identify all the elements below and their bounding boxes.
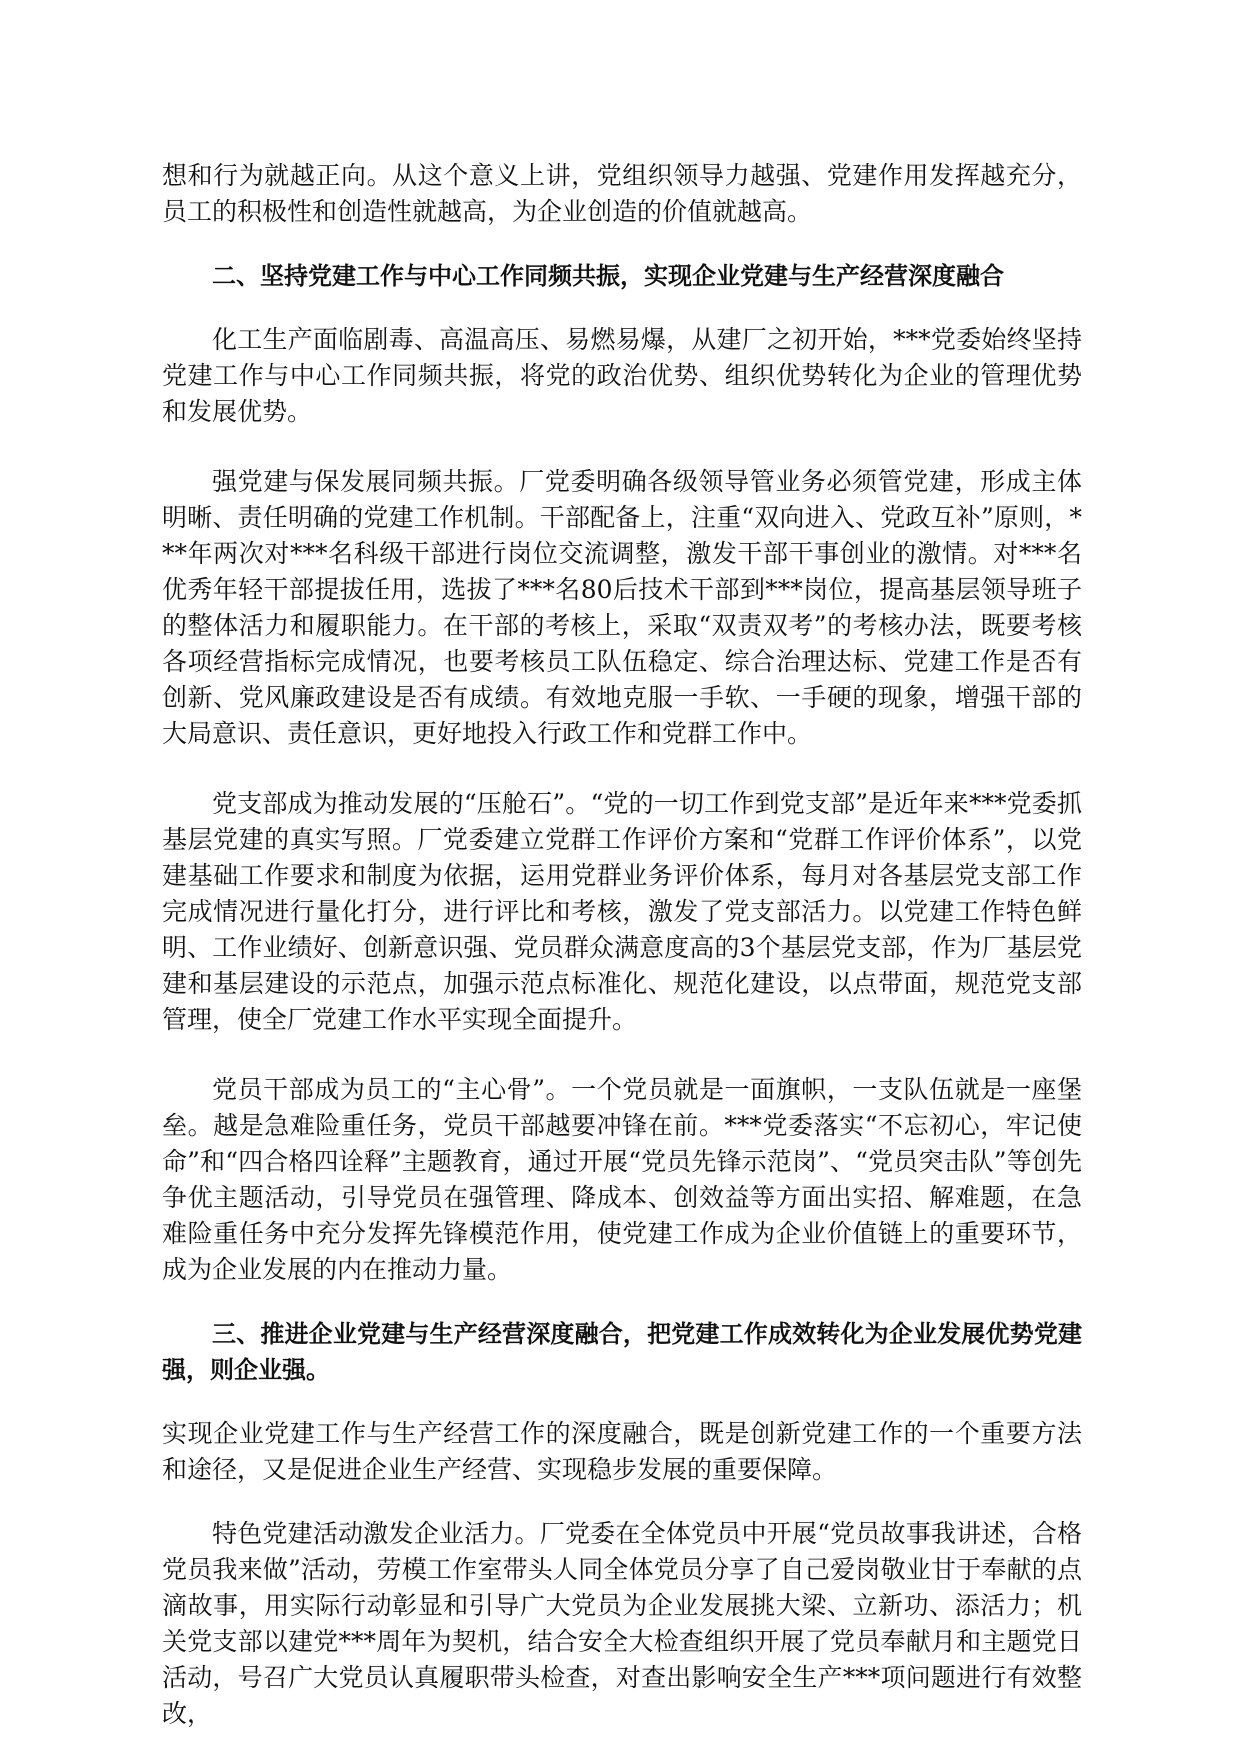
section-heading: 二、坚持党建工作与中心工作同频共振，实现企业党建与生产经营深度融合 [212, 262, 1004, 290]
spacer [162, 1488, 1082, 1516]
paragraph: 化工生产面临剧毒、高温高压、易燃易爆，从建厂之初开始，***党委始终坚持党建工作与中心工作同频共振，将党的政治优势、组织优势转化为企业的管理优势和发展优势。 [162, 325, 1082, 426]
spacer [162, 430, 1082, 464]
paragraph: 特色党建活动激发企业活力。厂党委在全体党员中开展“党员故事我讲述，合格党员我来做”活动，劳模工作室带头人同全体党员分享了自己爱岗敬业甘于奉献的点滴故事，用实际行动彰显和引导广大党员为企业发展挑大梁、立新功、添活力；机关党支部以建党***周年为契机，结合安全大检查组织开展了党员奉献月和主题党日活动，号召广大党员认真履职带头检查，对查出影响安全生产***项问题进行有效整改， [162, 1519, 1082, 1728]
paragraph: 想和行为就越正向。从这个意义上讲，党组织领导力越强、党建作用发挥越充分，员工的积极性和创造性就越高，为企业创造的价值就越高。 [162, 161, 1082, 226]
paragraph: 强党建与保发展同频共振。厂党委明确各级领导管业务必须管党建，形成主体明晰、责任明确的党建工作机制。干部配备上，注重“双向进入、党政互补”原则，***年两次对***名科级干部进行岗位交流调整，激发干部干事创业的激情。对***名优秀年轻干部提拔任用，选拔了***名80后技术干部到***岗位，提高基层领导班子的整体活力和履职能力。在干部的考核上，采取“双责双考”的考核办法，既要考核各项经营指标完成情况，也要考核员工队伍稳定、综合治理达标、党建工作是否有创新、党风廉政建设是否有成绩。有效地克服一手软、一手硬的现象，增强干部的大局意识、责任意识，更好地投入行政工作和党群工作中。 [162, 467, 1082, 748]
spacer [162, 1388, 1082, 1416]
section-heading: 三、推进企业党建与生产经营深度融合，把党建工作成效转化为企业发展优势党建强，则企业强。 [162, 1320, 1082, 1384]
document-body [162, 158, 1082, 1732]
spacer [162, 294, 1082, 322]
paragraph: 实现企业党建工作与生产经营工作的深度融合，既是创新党建工作的一个重要方法和途径，又是促进企业生产经营、实现稳步发展的重要保障。 [162, 1419, 1082, 1484]
spacer [162, 1288, 1082, 1316]
spacer [162, 230, 1082, 258]
spacer [162, 752, 1082, 786]
spacer [162, 1038, 1082, 1072]
paragraph: 党员干部成为员工的“主心骨”。一个党员就是一面旗帜，一支队伍就是一座堡垒。越是急难险重任务，党员干部越要冲锋在前。***党委落实“不忘初心，牢记使命”和“四合格四诠释”主题教育，通过开展“党员先锋示范岗”、“党员突击队”等创先争优主题活动，引导党员在强管理、降成本、创效益等方面出实招、解难题，在急难险重任务中充分发挥先锋模范作用，使党建工作成为企业价值链上的重要环节，成为企业发展的内在推动力量。 [162, 1075, 1082, 1284]
paragraph: 党支部成为推动发展的“压舱石”。“党的一切工作到党支部”是近年来***党委抓基层党建的真实写照。厂党委建立党群工作评价方案和“党群工作评价体系”，以党建基础工作要求和制度为依据，运用党群业务评价体系，每月对各基层党支部工作完成情况进行量化打分，进行评比和考核，激发了党支部活力。以党建工作特色鲜明、工作业绩好、创新意识强、党员群众满意度高的3个基层党支部，作为厂基层党建和基层建设的示范点，加强示范点标准化、规范化建设，以点带面，规范党支部管理，使全厂党建工作水平实现全面提升。 [162, 789, 1082, 1034]
